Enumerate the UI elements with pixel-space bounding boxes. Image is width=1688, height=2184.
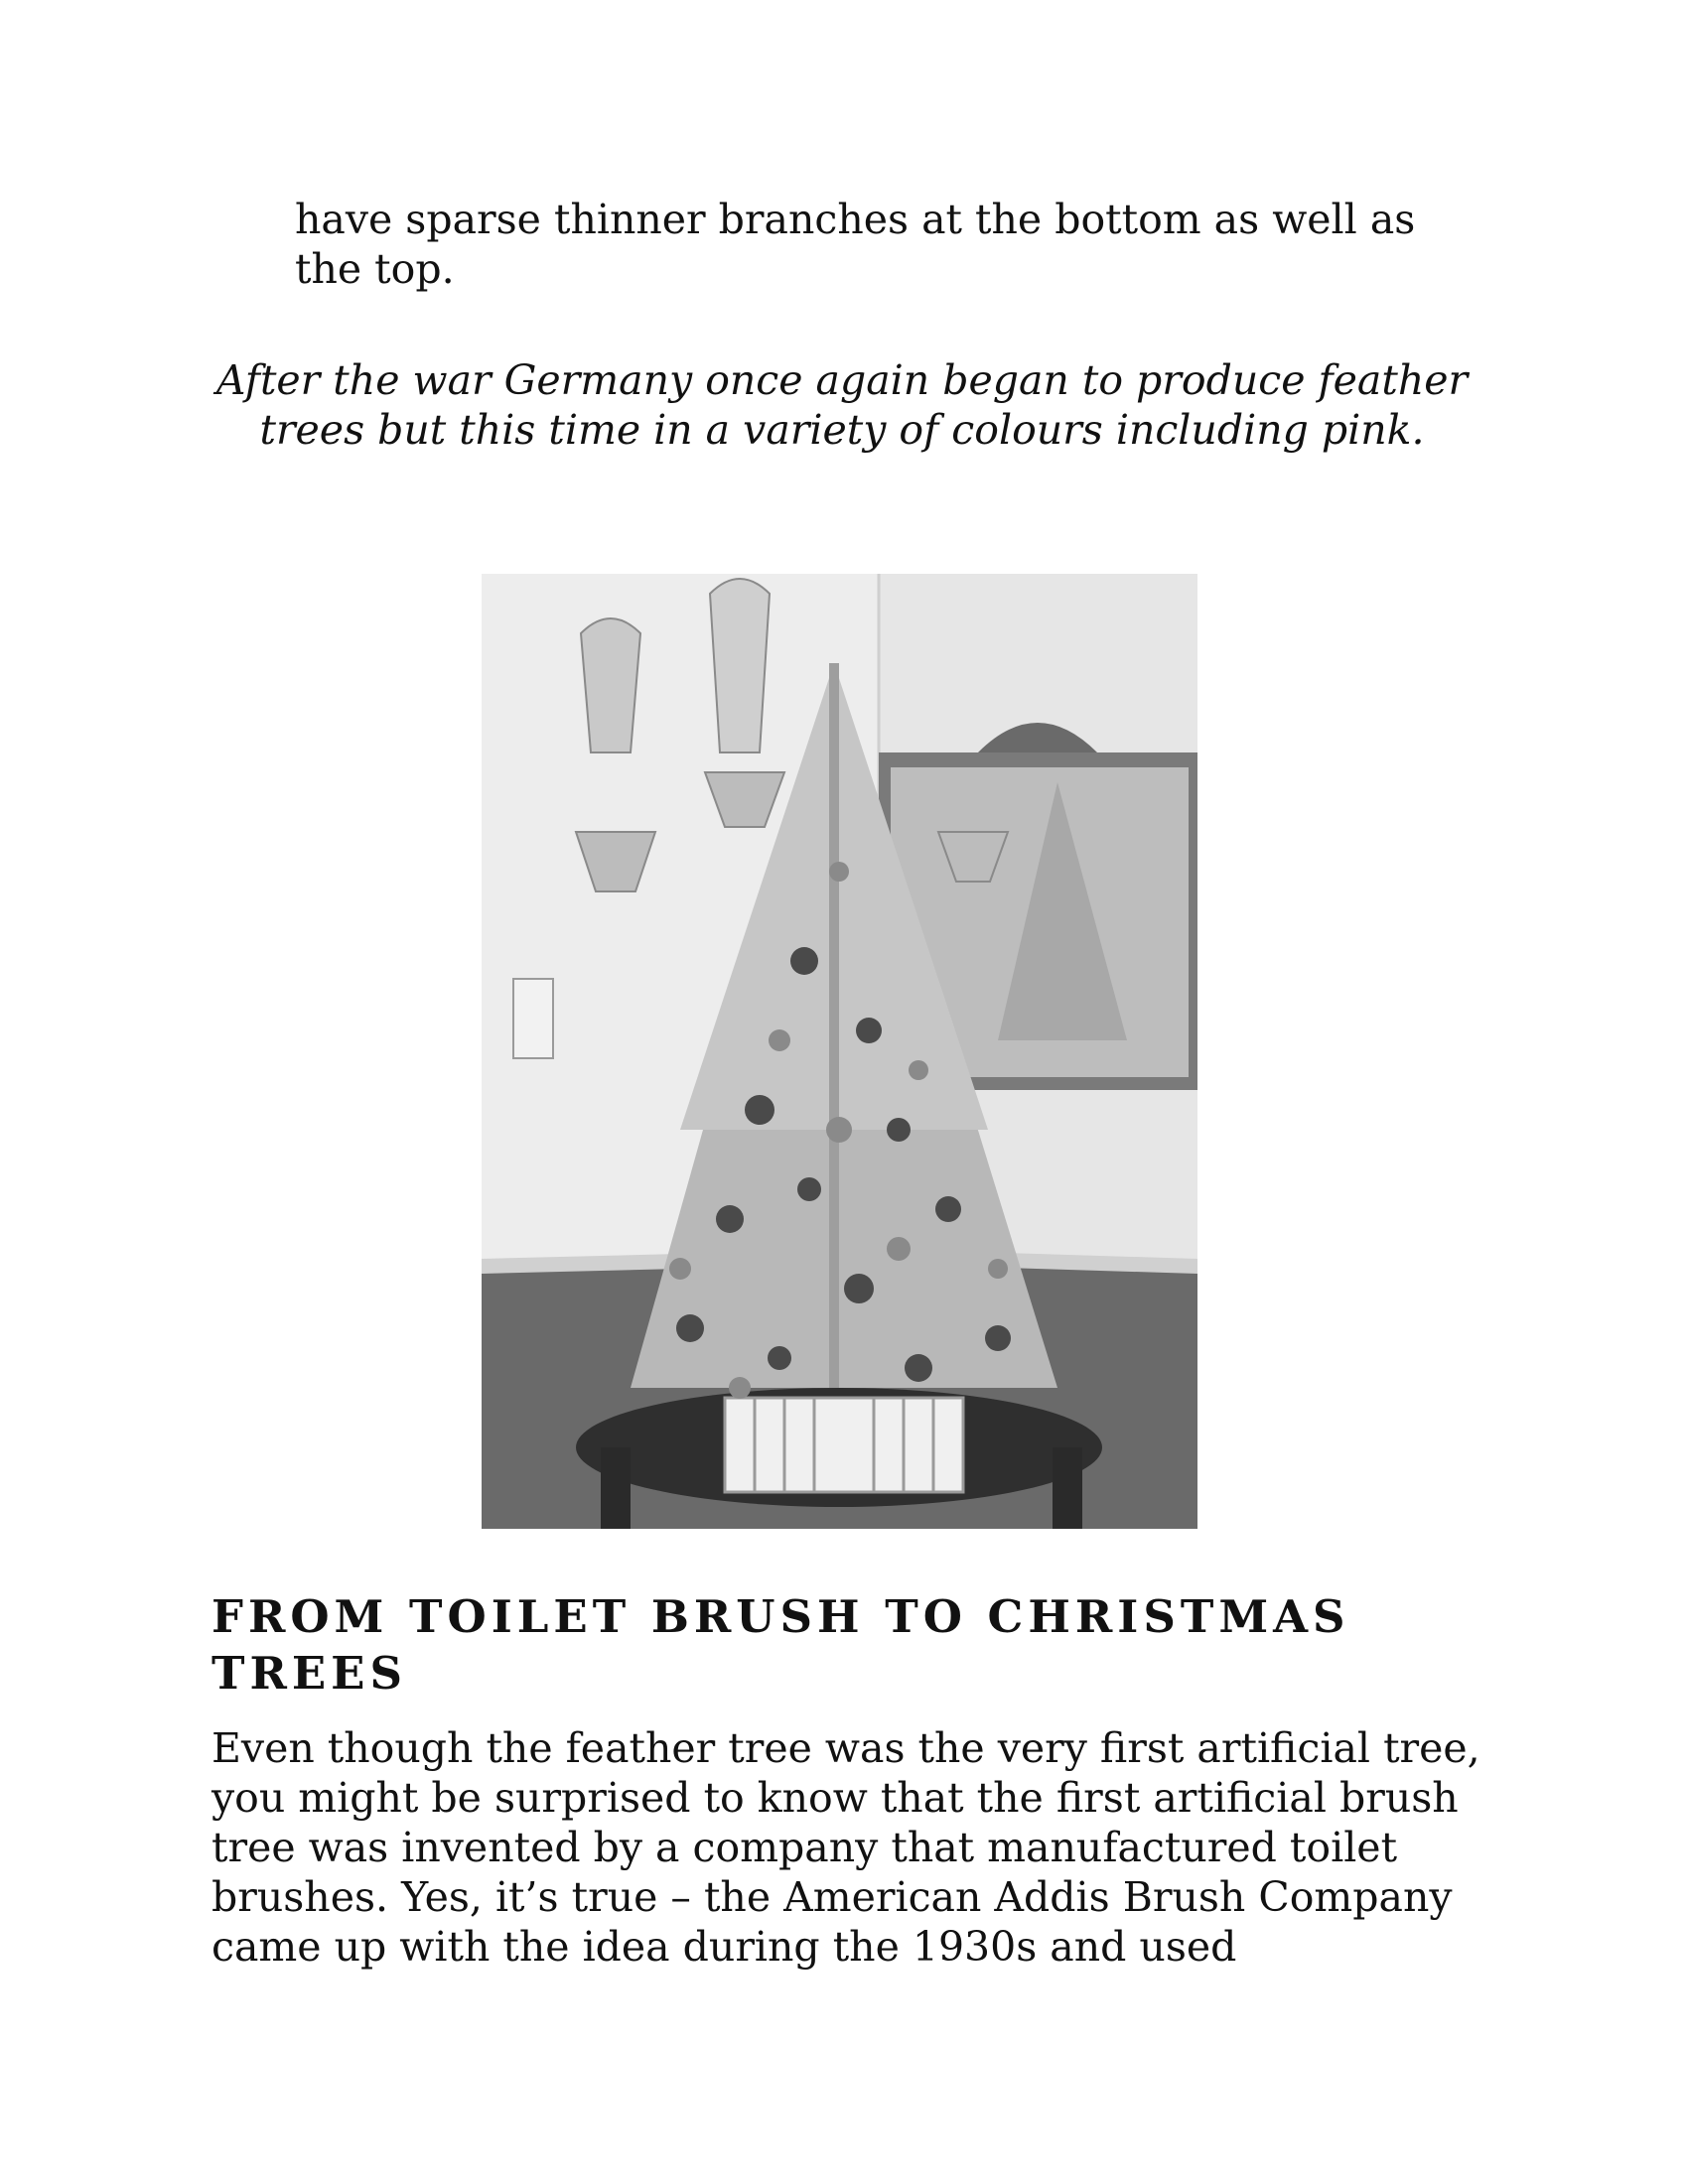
feather-tree-photo-drawing — [482, 574, 1197, 1529]
paragraph-continued: have sparse thinner branches at the bottom as well as the top. — [295, 196, 1416, 293]
photo-caption: After the war Germany once again began to produce feather trees but this time in a variety of colours including pink. — [215, 356, 1469, 454]
section-body: Even though the feather tree was the very first artificial tree, you might be surprised to know that the first artificial brush tree was invented by a company that manufactured toilet brushes. Yes, it’s true – the American Addis Brush Company came up with the idea during the 1930s and used — [211, 1724, 1480, 1971]
section-heading: FROM TOILET BRUSH TO CHRISTMAS TREES — [211, 1590, 1350, 1700]
feather-tree-photo — [482, 574, 1197, 1529]
